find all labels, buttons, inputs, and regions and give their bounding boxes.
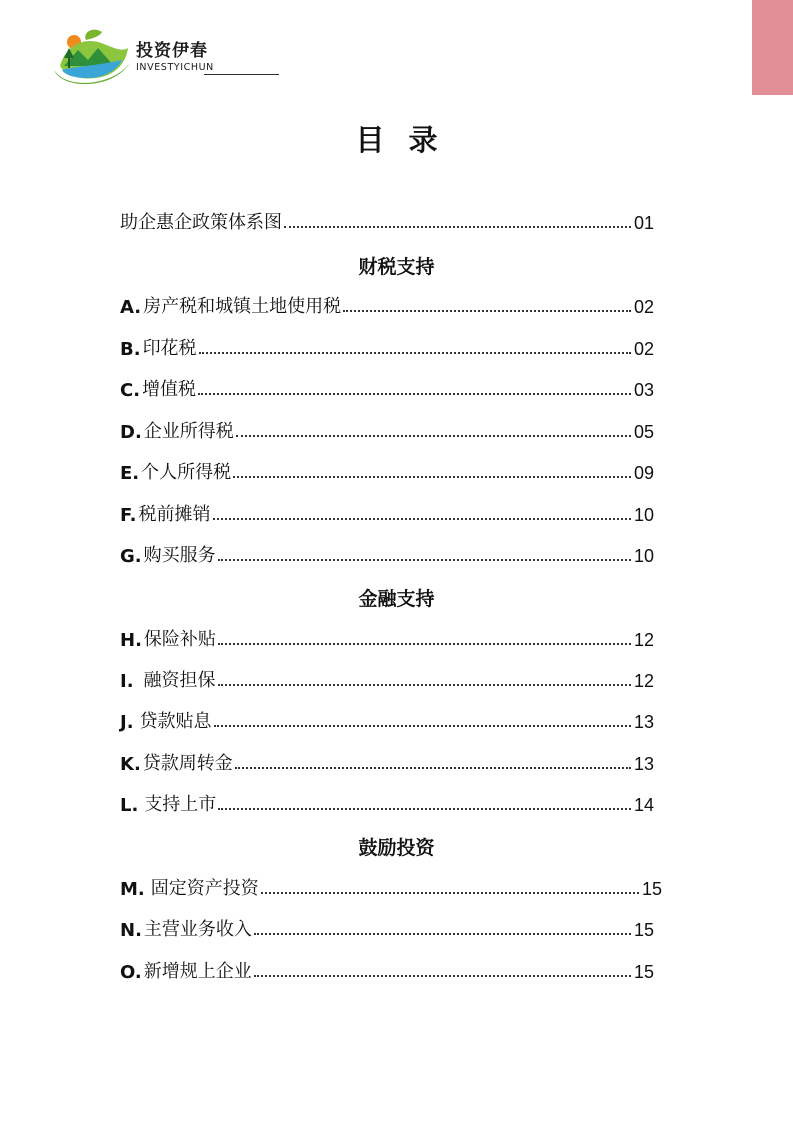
brand-subtitle: INVESTYICHUN: [136, 62, 214, 73]
toc-entry-e[interactable]: [120, 458, 654, 484]
toc-entry-n[interactable]: [120, 915, 654, 941]
brand-name: 投资伊春: [136, 41, 208, 61]
toc-entry-b[interactable]: [120, 334, 654, 360]
toc-entry-a[interactable]: [120, 292, 654, 318]
toc-entry-letter: K.: [120, 754, 141, 775]
brand-underline: [204, 74, 279, 75]
toc-page-number: 03: [633, 380, 654, 400]
toc-entry-letter: I.: [120, 671, 134, 692]
toc-leader-dots: [199, 352, 631, 354]
toc-page-number: 02: [633, 339, 654, 359]
toc-page-number: 13: [633, 754, 654, 774]
toc-entry-label: 新增规上企业: [143, 961, 252, 982]
toc-leader-dots: [235, 767, 631, 769]
toc-entry-j[interactable]: [120, 707, 654, 733]
toc-page-number: 15: [641, 879, 662, 899]
toc-entry-letter: H.: [120, 630, 142, 651]
toc-leader-dots: [213, 518, 631, 520]
toc-entry-label: 固定资产投资: [150, 878, 259, 899]
toc-entry-f[interactable]: [120, 500, 654, 526]
toc-leader-dots: [284, 226, 631, 228]
toc-page-number: 12: [633, 671, 654, 691]
toc-entry-label: 印花税: [142, 338, 197, 359]
toc-entry-d[interactable]: [120, 417, 654, 443]
toc-entry-label: 贷款周转金: [142, 753, 233, 774]
toc-leader-dots: [261, 892, 639, 894]
toc-entry-letter: J.: [120, 712, 134, 733]
toc-entry-label: 增值税: [142, 379, 197, 400]
toc-entry-letter: L.: [120, 795, 139, 816]
toc-entry-label: 支持上市: [144, 794, 217, 815]
toc-entry-letter: D.: [120, 422, 142, 443]
toc-page-number: 02: [633, 297, 654, 317]
toc-leader-dots: [218, 808, 631, 810]
toc-entry-letter: C.: [120, 380, 141, 401]
toc-entry-letter: A.: [120, 297, 142, 318]
section-heading-finance: 金融支持: [358, 588, 435, 610]
toc-page-number: 15: [633, 962, 654, 982]
toc-entry-label: 房产税和城镇土地使用税: [143, 296, 342, 317]
toc-leader-dots: [343, 310, 631, 312]
toc-entry-label: 主营业务收入: [143, 919, 252, 940]
toc-entry-label: 企业所得税: [143, 421, 234, 442]
toc-entry-letter: N.: [120, 920, 142, 941]
toc-leader-dots: [214, 725, 631, 727]
toc-page-number: 10: [633, 505, 654, 525]
toc-entry-letter: G.: [120, 546, 142, 567]
toc-leader-dots: [233, 476, 631, 478]
toc-page-number: 15: [633, 920, 654, 940]
toc-entry-label: 个人所得税: [141, 462, 232, 483]
toc-entry-label: 保险补贴: [143, 629, 216, 650]
toc-entry-o[interactable]: [120, 957, 654, 983]
toc-leader-dots: [236, 435, 631, 437]
toc-entry-letter: B.: [120, 339, 141, 360]
toc-leader-dots: [254, 933, 631, 935]
toc-entry-label: 贷款贴息: [139, 711, 212, 732]
toc-entry-letter: O.: [120, 962, 142, 983]
toc-entry-c[interactable]: [120, 375, 654, 401]
toc-page-number: 09: [633, 463, 654, 483]
toc-leader-dots: [218, 559, 631, 561]
toc-page-number: 12: [633, 630, 654, 650]
toc-leader-dots: [198, 393, 631, 395]
toc-leader-dots: [218, 643, 631, 645]
toc-entry-label: 助企惠企政策体系图: [120, 212, 282, 233]
toc-entry-i[interactable]: [120, 666, 654, 692]
toc-entry-label: 税前摊销: [138, 504, 211, 525]
toc-entry-h[interactable]: [120, 625, 654, 651]
toc-entry-g[interactable]: [120, 541, 654, 567]
toc-entry-m[interactable]: [120, 874, 662, 900]
toc-entry-letter: F.: [120, 505, 137, 526]
toc-page-number: 01: [633, 213, 654, 233]
corner-color-tab: [752, 0, 793, 95]
toc-page-number: 13: [633, 712, 654, 732]
toc-leader-dots: [254, 975, 631, 977]
page-title: 目录: [355, 123, 462, 157]
toc-entry-letter: E.: [120, 463, 140, 484]
toc-page-number: 14: [633, 795, 654, 815]
toc-entry-l[interactable]: [120, 790, 654, 816]
toc-entry-label: 融资担保: [143, 670, 216, 691]
section-heading-fiscal-tax: 财税支持: [358, 256, 435, 278]
mountain-sun-leaf-logo: [52, 26, 134, 88]
toc-leader-dots: [218, 684, 631, 686]
toc-entry-letter: M.: [120, 879, 145, 900]
toc-page-number: 05: [633, 422, 654, 442]
toc-entry-intro[interactable]: [120, 208, 654, 234]
toc-entry-label: 购买服务: [143, 545, 216, 566]
toc-page-number: 10: [633, 546, 654, 566]
toc-entry-k[interactable]: [120, 749, 654, 775]
section-heading-investment: 鼓励投资: [358, 837, 435, 859]
